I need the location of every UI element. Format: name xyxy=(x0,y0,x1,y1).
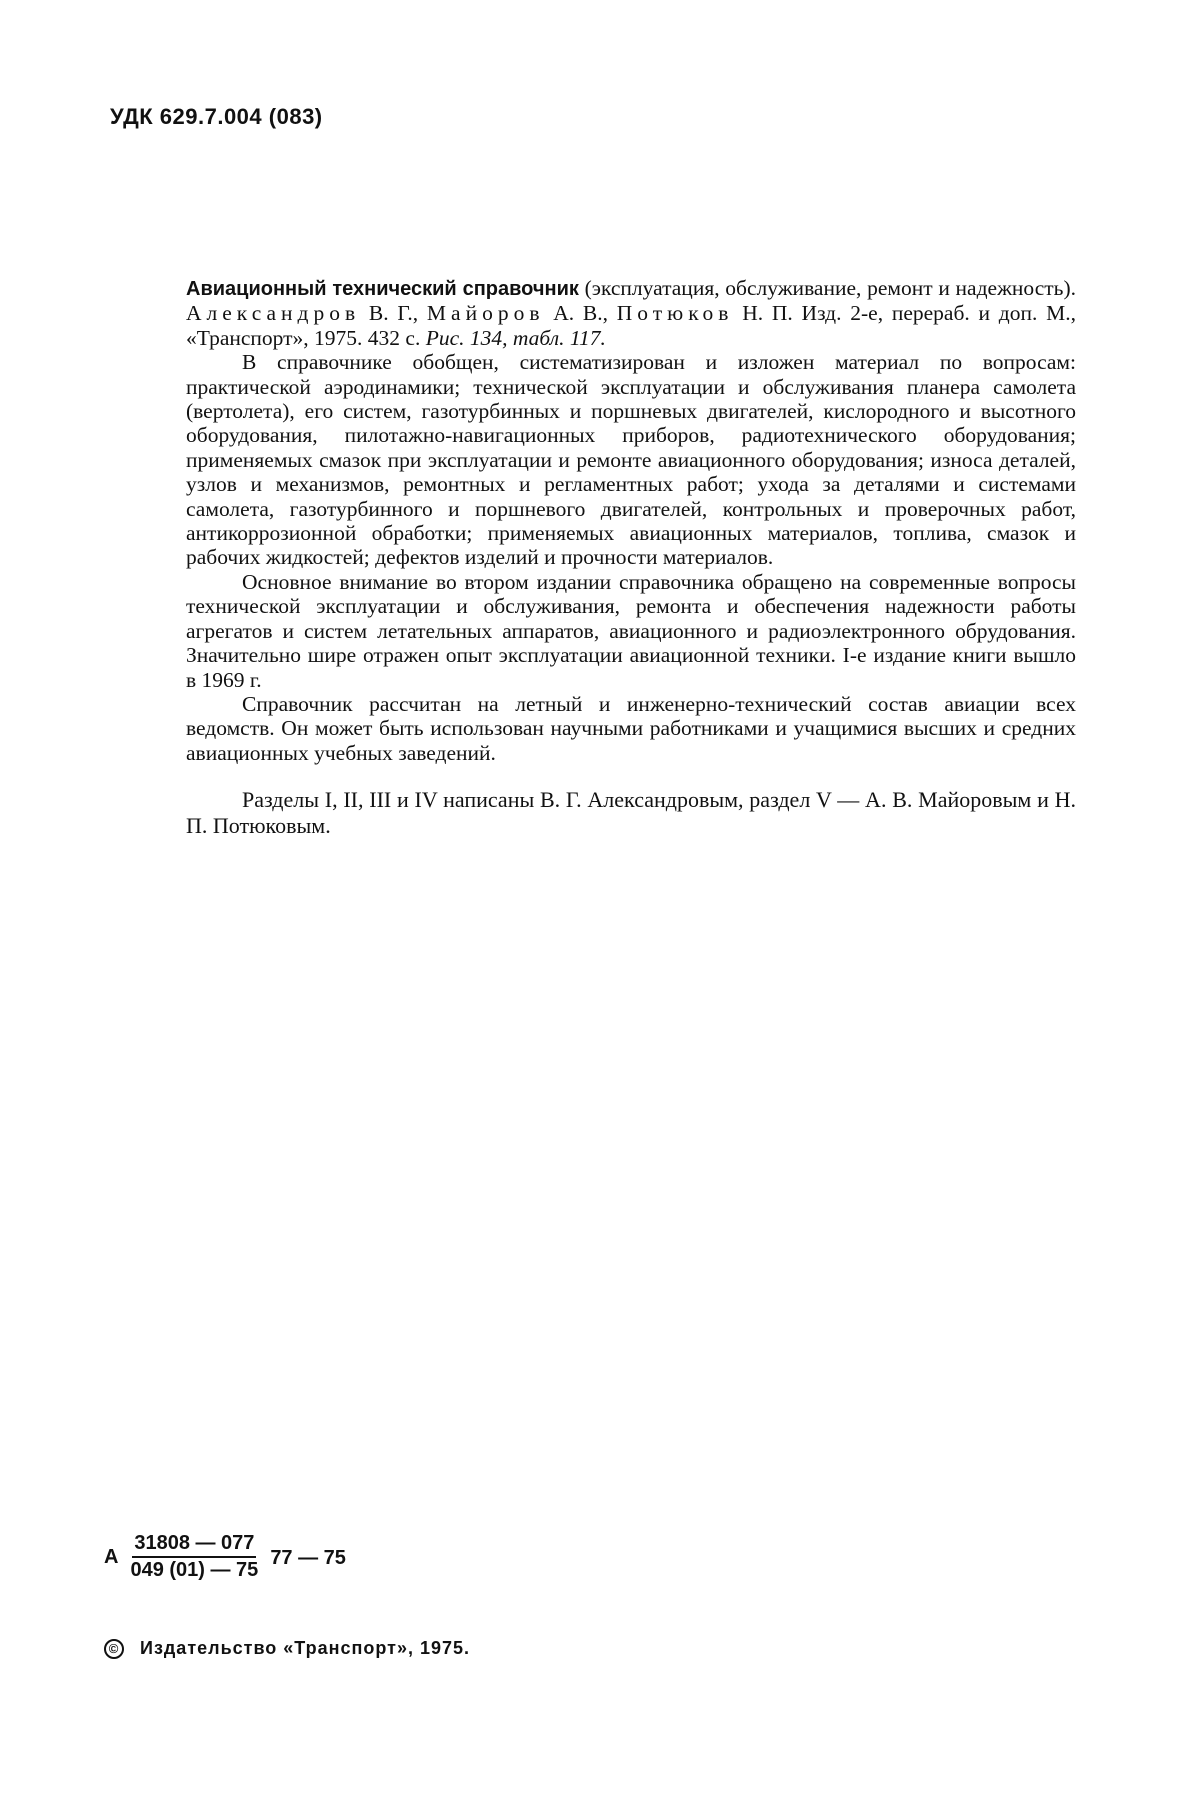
paragraph-focus: Основное внимание во втором издании справочника обращено на современные вопросы технической эксплуатации и обслуживания, ремонта и обеспечения надежности работы агрегатов и систем летательных аппаратов, авиационного и радиоэлектронного обрудования. Значительно шире отражен опыт эксплуатации авиационной техники. I-е издание книги вышло в 1969 г. xyxy=(186,569,1076,692)
author-1: Александров xyxy=(186,301,361,326)
copyright-text: Издательство «Транспорт», 1975. xyxy=(140,1638,471,1658)
book-title: Авиационный технический справочник xyxy=(186,278,579,300)
paragraph-contents: В справочнике обобщен, систематизирован и изложен материал по вопросам: практической аэродинамики; технической эксплуатации и обслуживания планера самолета (вертолета), его систем, газотурбинных и поршневых двигателей, кислородного и высотного оборудования, пилотажно-навигационных приборов, радиотехнического оборудования; применяемых смазок при эксплуатации и ремонте авиационного оборудования; износа деталей, узлов и механизмов, ремонтных и регламентных работ; ухода за деталями и системами самолета, газотурбинного и поршневого двигателей, контрольных и проверочных работ, антикоррозионной обработки; применяемых авиационных материалов, топлива, смазок и рабочих жидкостей; дефектов изделий и прочности материалов. xyxy=(186,350,1076,570)
abstract-block xyxy=(186,276,1076,839)
copyright-icon: © xyxy=(104,1639,124,1659)
authors-note: Разделы I, II, III и IV написаны В. Г. Александровым, раздел V — А. В. Майоровым и Н. П. Потюковым. xyxy=(186,787,1076,839)
code-denominator: 049 (01) — 75 xyxy=(130,1559,259,1581)
author-1-initials: В. Г., xyxy=(360,301,427,326)
author-2-initials: А. В., xyxy=(544,301,617,326)
author-2: Майоров xyxy=(426,301,545,326)
citation xyxy=(186,276,1076,350)
copyright-line xyxy=(104,1638,470,1659)
code-suffix: 77 — 75 xyxy=(270,1546,346,1569)
paragraph-audience: Справочник рассчитан на летный и инженерно-технический состав авиации всех ведомств. Он может быть использован научными работниками и учащимися высших и средних авиационных учебных заведений. xyxy=(186,691,1076,765)
publication-info: Н. П. Изд. 2-е, перераб. и доп. М., «Транспорт», 1975. 432 с. xyxy=(186,301,1076,350)
book-subtitle: (эксплуатация, обслуживание, ремонт и надежность). xyxy=(578,276,1076,300)
udk-code: УДК 629.7.004 (083) xyxy=(110,104,323,129)
code-fraction xyxy=(128,1532,260,1582)
figures-tables: Рис. 134, табл. 117. xyxy=(425,325,606,350)
publication-code xyxy=(104,1532,346,1582)
code-numerator: 31808 — 077 xyxy=(132,1532,256,1558)
code-letter: А xyxy=(104,1545,119,1568)
author-3: Потюков xyxy=(616,301,734,326)
